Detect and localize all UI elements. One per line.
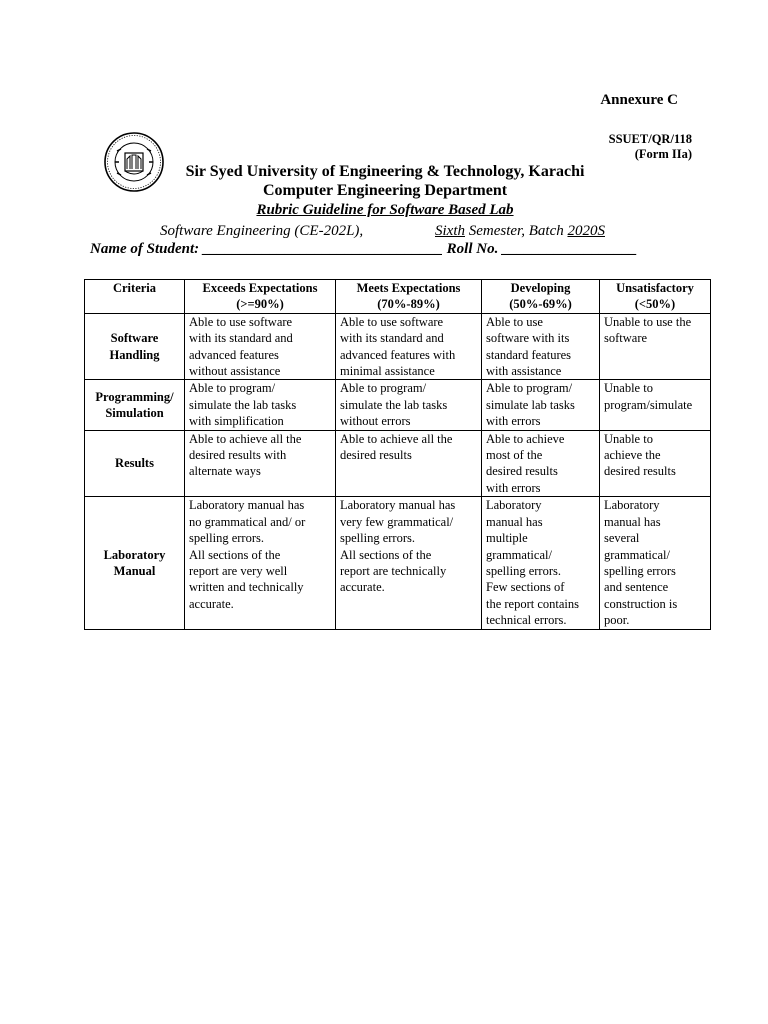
exceeds-cell: Laboratory manual has no grammatical and/ or spelling errors. All sections of the report are very well written and technically accurate. — [185, 497, 336, 629]
semester-word: Sixth — [435, 223, 465, 239]
table-row — [85, 430, 711, 497]
semester-batch — [435, 223, 605, 240]
meets-cell: Laboratory manual has very few grammatical/ spelling errors. All sections of the report are technically accurate. — [336, 497, 482, 629]
student-name-roll-line: Name of Student: ________________________________ Roll No. __________________ — [90, 241, 638, 257]
meets-cell: Able to program/ simulate the lab tasks without errors — [336, 380, 482, 430]
form-code: SSUET/QR/118 — [608, 132, 692, 146]
column-header-exceeds: Exceeds Expectations (>=90%) — [185, 280, 336, 314]
exceeds-cell: Able to achieve all the desired results with alternate ways — [185, 430, 336, 497]
department-name: Computer Engineering Department — [262, 182, 508, 199]
criteria-cell: Laboratory Manual — [85, 497, 185, 629]
semester-text: Semester, Batch — [465, 223, 568, 239]
annexure-label: Annexure C — [600, 92, 678, 108]
exceeds-cell: Able to program/ simulate the lab tasks with simplification — [185, 380, 336, 430]
rubric-table — [84, 279, 711, 630]
meets-cell: Able to use software with its standard and advanced features with minimal assistance — [336, 313, 482, 380]
developing-cell: Able to program/ simulate lab tasks with errors — [482, 380, 600, 430]
developing-cell: Able to use software with its standard features with assistance — [482, 313, 600, 380]
table-row — [85, 380, 711, 430]
rubric-title: Rubric Guideline for Software Based Lab — [256, 202, 514, 218]
table-row — [85, 313, 711, 380]
form-code-block — [560, 132, 692, 162]
unsatisfactory-cell: Unable to achieve the desired results — [600, 430, 711, 497]
criteria-cell: Results — [85, 430, 185, 497]
unsatisfactory-cell: Unable to program/simulate — [600, 380, 711, 430]
table-row — [85, 497, 711, 629]
meets-cell: Able to achieve all the desired results — [336, 430, 482, 497]
course-name: Software Engineering (CE-202L), — [160, 223, 364, 239]
developing-cell: Able to achieve most of the desired results with errors — [482, 430, 600, 497]
table-header-row — [85, 280, 711, 314]
criteria-cell: Programming/ Simulation — [85, 380, 185, 430]
batch-code: 2020S — [567, 223, 605, 239]
unsatisfactory-cell: Laboratory manual has several grammatical/ spelling errors and sentence construction is poor. — [600, 497, 711, 629]
column-header-unsatisfactory: Unsatisfactory (<50%) — [600, 280, 711, 314]
column-header-meets: Meets Expectations (70%-89%) — [336, 280, 482, 314]
criteria-cell: Software Handling — [85, 313, 185, 380]
form-name: (Form IIa) — [634, 147, 692, 161]
university-name: Sir Syed University of Engineering & Technology, Karachi — [185, 163, 585, 180]
unsatisfactory-cell: Unable to use the software — [600, 313, 711, 380]
column-header-developing: Developing (50%-69%) — [482, 280, 600, 314]
exceeds-cell: Able to use software with its standard and advanced features without assistance — [185, 313, 336, 380]
column-header-criteria: Criteria — [85, 280, 185, 314]
developing-cell: Laboratory manual has multiple grammatical/ spelling errors. Few sections of the report contains technical errors. — [482, 497, 600, 629]
